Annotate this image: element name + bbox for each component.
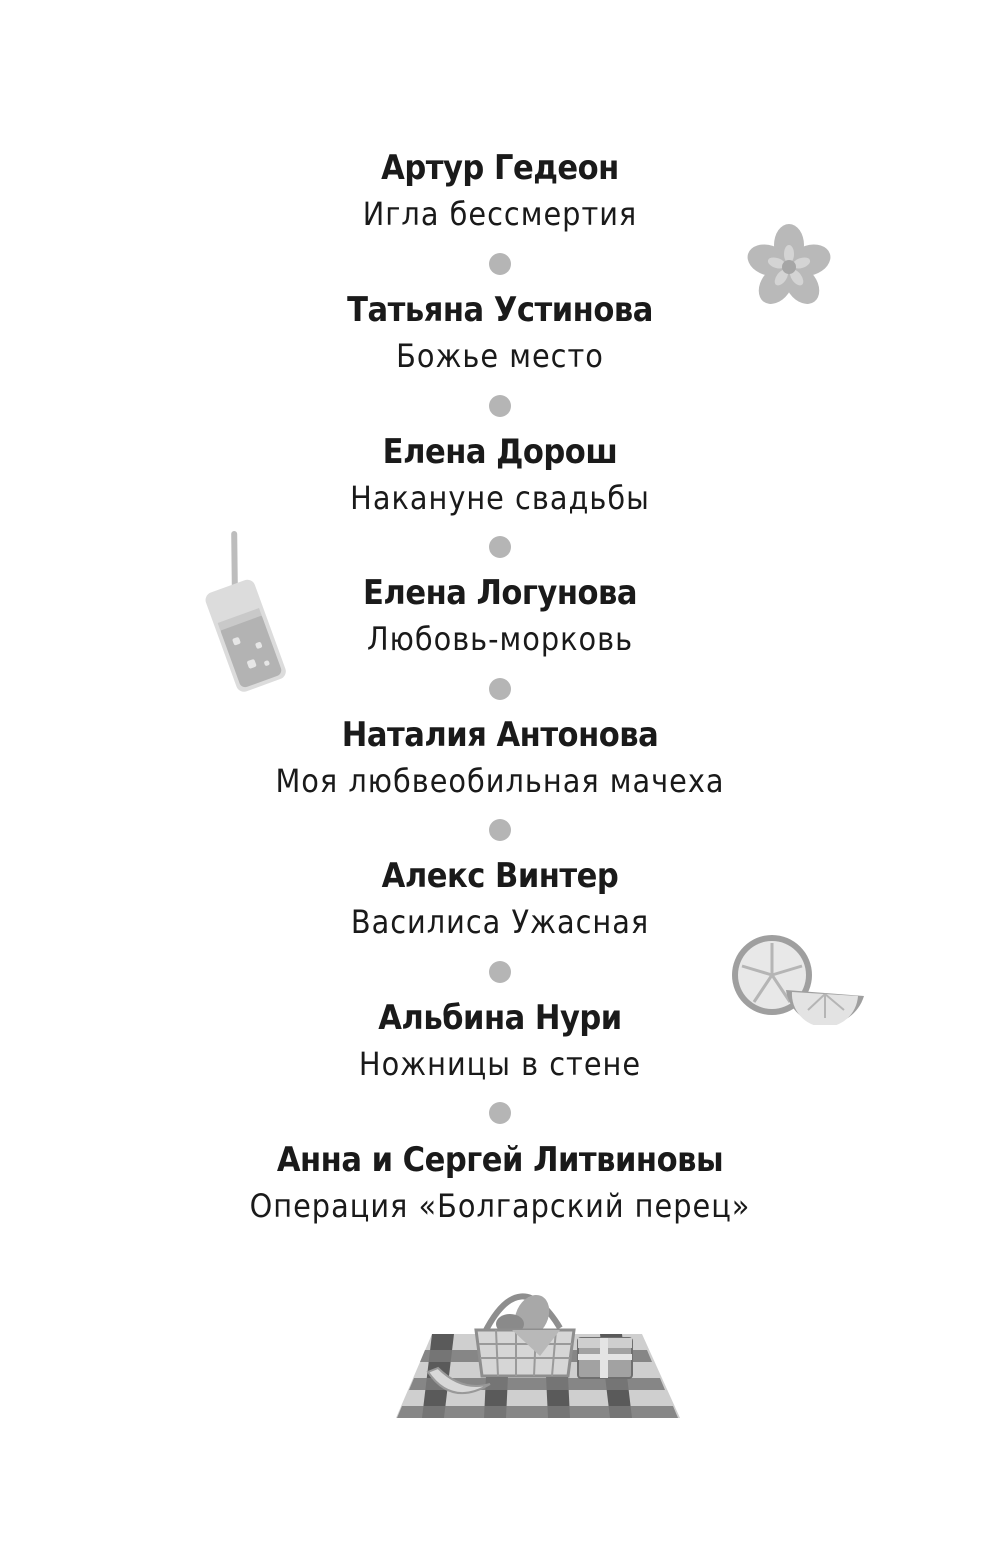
list-item <box>0 145 1000 237</box>
book-title: Операция «Болгарский перец» <box>249 1187 751 1225</box>
book-title: Любовь-морковь <box>366 620 634 658</box>
list-item <box>0 1137 1000 1229</box>
list-item <box>0 712 1000 804</box>
list-item <box>0 570 1000 662</box>
list-item <box>0 429 1000 521</box>
author-name: Елена Дорош <box>382 432 618 472</box>
author-name: Татьяна Устинова <box>347 290 653 330</box>
book-title: Накануне свадьбы <box>350 479 650 517</box>
book-title: Игла бессмертия <box>362 195 638 233</box>
separator-dot <box>489 961 511 983</box>
separator-dot <box>489 395 511 417</box>
author-name: Алекс Винтер <box>381 856 619 896</box>
orange-slice-icon <box>728 930 868 1025</box>
separator-dot <box>489 819 511 841</box>
book-title: Ножницы в стене <box>358 1045 642 1083</box>
book-title: Божье место <box>396 337 604 375</box>
separator-dot <box>489 536 511 558</box>
author-name: Анна и Сергей Литвиновы <box>276 1140 724 1180</box>
book-title: Василиса Ужасная <box>350 903 650 941</box>
separator-dot <box>489 1102 511 1124</box>
separator-dot <box>489 678 511 700</box>
separator-dot <box>489 253 511 275</box>
author-name: Наталия Антонова <box>341 715 659 755</box>
author-name: Елена Логунова <box>363 573 637 613</box>
juice-glass-icon <box>195 528 295 698</box>
flower-icon <box>742 222 837 312</box>
picnic-basket-icon <box>392 1272 682 1422</box>
author-name: Альбина Нури <box>378 998 622 1038</box>
author-name: Артур Гедеон <box>381 148 619 188</box>
list-item <box>0 287 1000 379</box>
book-title: Моя любвеобильная мачеха <box>275 762 725 800</box>
